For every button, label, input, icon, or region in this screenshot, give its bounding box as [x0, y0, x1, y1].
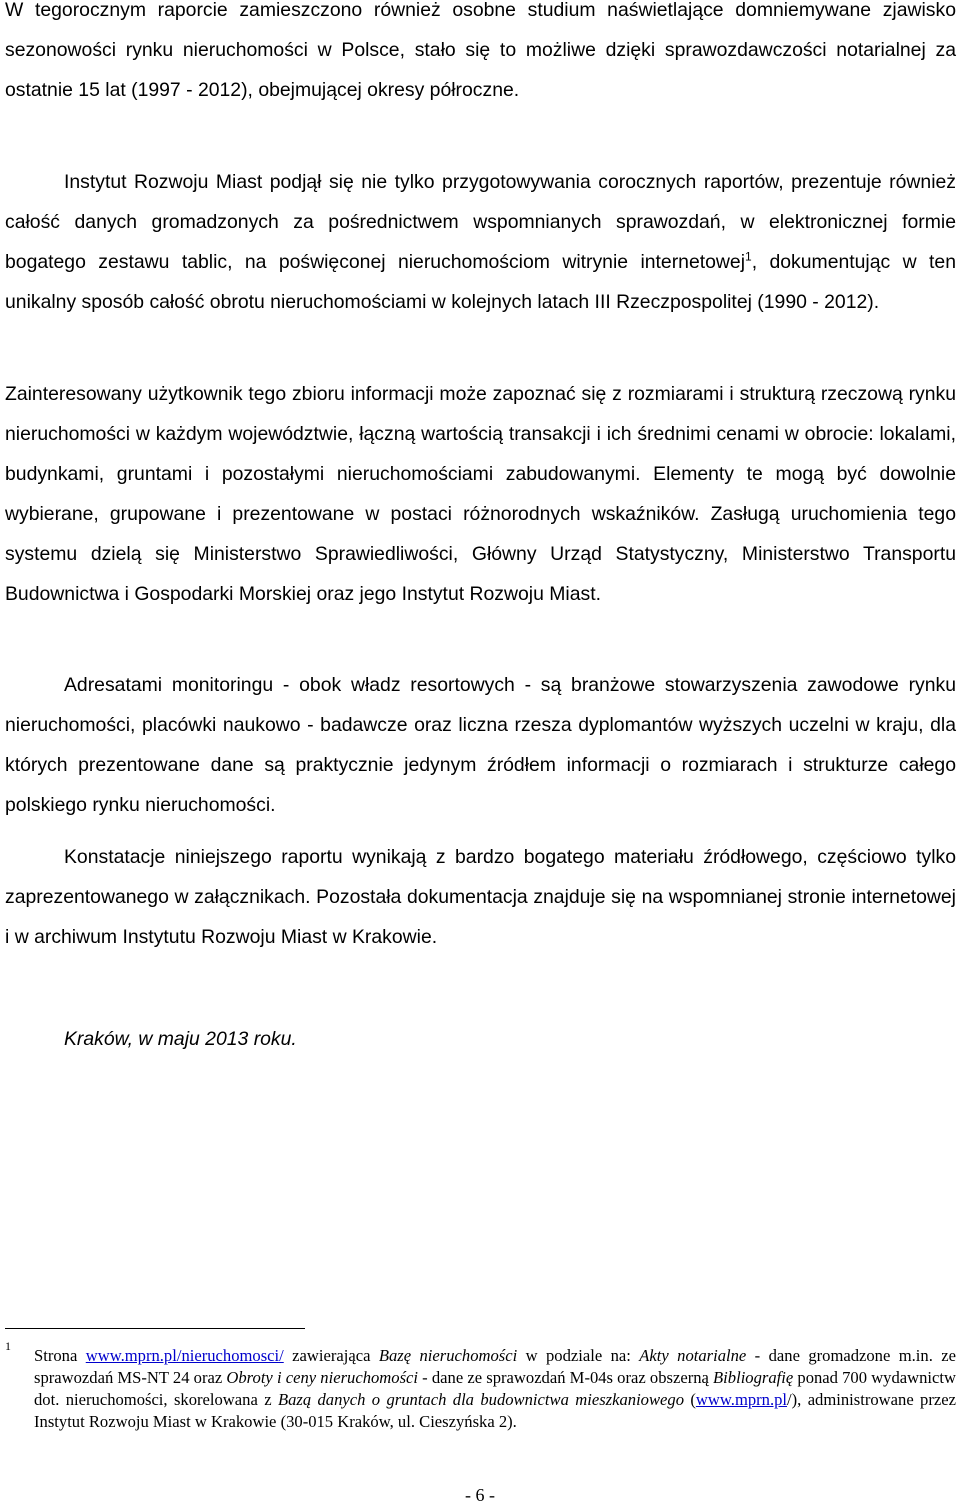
paragraph-user-information: Zainteresowany użytkownik tego zbioru informacji może zapoznać się z rozmiarami i strukturą rzeczową rynku nieruchomości w każdym województwie, łączną wartością transakcji i ich średnimi cenami w obrocie: lokalami, budynkami, gruntami i pozostałymi nieruchomościami zabudowanymi. Elementy te mogą być dowolnie wybierane, grupowane i prezentowane w postaci różnorodnych wskaźników. Zasługą uruchomienia tego systemu dzielą się Ministerstwo Sprawiedliwości, Główny Urząd Statystyczny, Ministerstwo Transportu Budownictwa i Gospodarki Morskiej oraz jego Instytut Rozwoju Miast. — [5, 383, 956, 605]
paragraph-conclusions: Konstatacje niniejszego raportu wynikają z bardzo bogatego materiału źródłowego, częściowo tylko zaprezentowanego w załącznikach. Pozostała dokumentacja znajduje się na wspomnianej stronie internetowej i w archiwum Instytutu Rozwoju Miast w Krakowie. — [5, 846, 956, 948]
footnote-italic-bibliografia: Bibliografię — [713, 1368, 794, 1387]
footnote-text-7: ( — [684, 1390, 696, 1409]
paragraph-institute-reports — [5, 162, 956, 322]
paragraph-institute-text-after: , dokumentując w ten unikalny sposób całość obrotu nieruchomościami w kolejnych latach III Rzeczpospolitej (1990 - 2012). — [5, 251, 956, 313]
closing-date-line: Kraków, w maju 2013 roku. — [64, 1028, 297, 1050]
footnote — [5, 1339, 956, 1433]
footnote-text-4: - dane gromadzone m.in. ze sprawozdań MS-NT 24 oraz — [34, 1346, 956, 1387]
paragraph-institute-text-before: Instytut Rozwoju Miast podjął się nie tylko przygotowywania corocznych raportów, prezentuje również całość danych gromadzonych za pośrednictwem wspomnianych sprawozdań, w elektronicznej formie bogatego zestawu tablic, na poświęconej nieruchomościom witrynie internetowej — [5, 171, 956, 273]
page-number: - 6 - — [465, 1485, 495, 1505]
footnote-body — [34, 1345, 956, 1433]
footnote-separator — [5, 1328, 305, 1329]
footnote-mark: 1 — [5, 1339, 11, 1353]
footnote-text-2: zawierająca — [283, 1346, 379, 1365]
paragraph-addressees: Adresatami monitoringu - obok władz resortowych - są branżowe stowarzyszenia zawodowe rynku nieruchomości, placówki naukowo - badawcze oraz liczna rzesza dyplomantów wyższych uczelni w kraju, dla których prezentowane dane są praktycznie jedynym źródłem informacji o rozmiarach i strukturze całego polskiego rynku nieruchomości. — [5, 674, 956, 816]
footnote-italic-baza: Bazę nieruchomości — [378, 1346, 518, 1365]
footnote-italic-baza-gruntow: Bazą danych o gruntach dla budownictwa mieszkaniowego — [277, 1390, 685, 1409]
footnote-reference[interactable]: 1 — [745, 249, 752, 264]
footnote-text-6: ponad 700 wydawnictw dot. nieruchomości, skorelowana z — [34, 1368, 956, 1409]
footnote-text-5: - dane ze sprawozdań M-04s oraz obszerną — [418, 1368, 714, 1387]
paragraph-seasonality-study: W tegorocznym raporcie zamieszczono również osobne studium naświetlające domniemywane zjawisko sezonowości rynku nieruchomości w Polsce, stało się to możliwe dzięki sprawozdawczości notarialnej za ostatnie 15 lat (1997 - 2012), obejmującej okresy półroczne. — [5, 0, 956, 101]
footnote-italic-obroty: Obroty i ceny nieruchomości — [226, 1368, 419, 1387]
footnote-link-nieruchomosci[interactable]: www.mprn.pl/nieruchomosci/ — [85, 1346, 284, 1365]
footnote-text-1: Strona — [34, 1346, 86, 1365]
footnote-link-mprn[interactable]: www.mprn.pl — [695, 1390, 788, 1409]
footnote-italic-akty: Akty notarialne — [639, 1346, 747, 1365]
footnote-text-8: /), administrowane przez Instytut Rozwoju Miast w Krakowie (30-015 Kraków, ul. Cieszyńska 2). — [34, 1390, 956, 1431]
footnote-text-3: w podziale na: — [517, 1346, 640, 1365]
